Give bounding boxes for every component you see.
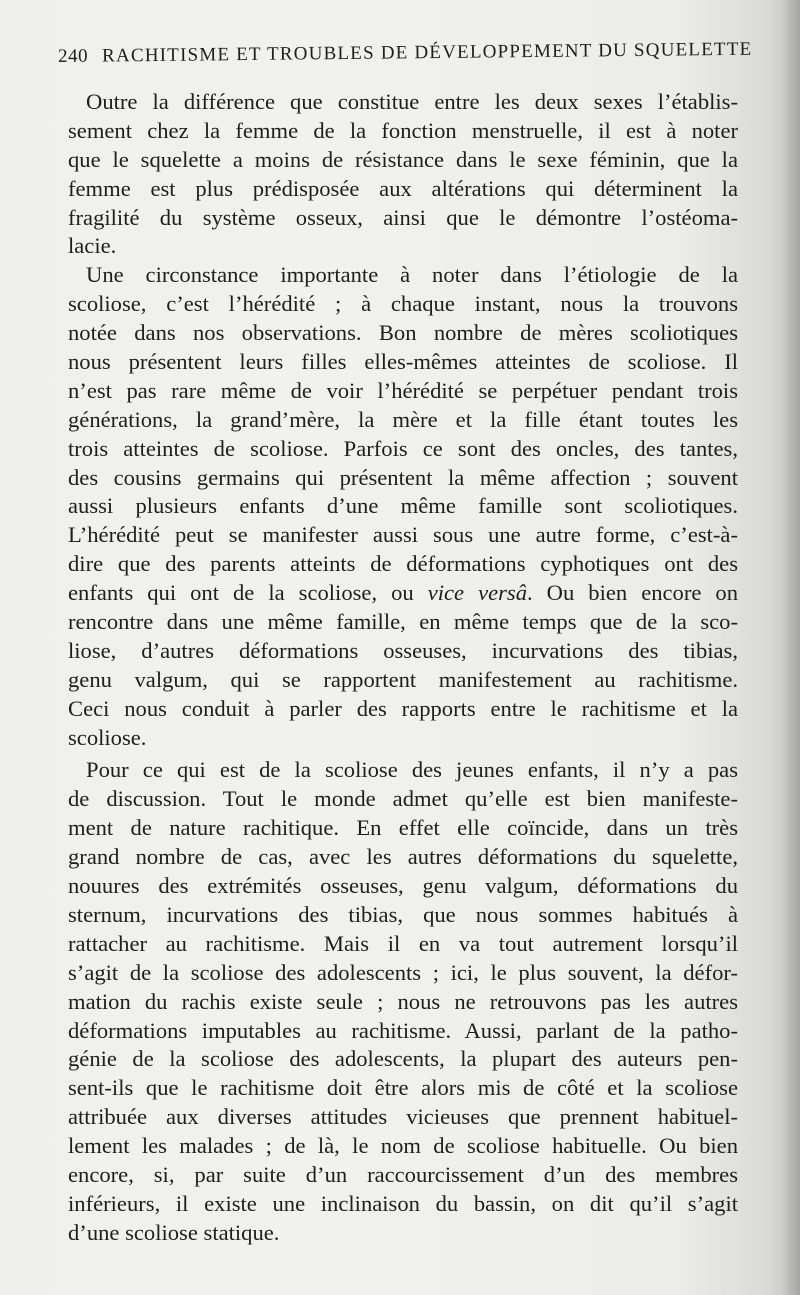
page-number: 240	[58, 45, 89, 67]
text-line: Ceci nous conduit à parler des rapports entre le rachitisme et la	[68, 695, 738, 721]
text-line: nouures des extrémités osseuses, genu valgum, déformations du	[68, 873, 738, 899]
text-line: Pour ce qui est de la scoliose des jeunes enfants, il n’y a pas	[86, 757, 738, 783]
paragraph-2	[68, 261, 738, 752]
paragraph-3	[68, 756, 738, 1247]
text-line: lement les malades ; de là, le nom de scoliose habituelle. Ou bien	[68, 1133, 738, 1159]
body-text	[68, 88, 738, 1248]
text-line: rattacher au rachitisme. Mais il en va tout autrement lorsqu’il	[68, 930, 738, 956]
text-line: des cousins germains qui présentent la même affection ; souvent	[68, 464, 738, 490]
text-line: aussi plusieurs enfants d’une même famille sont scoliotiques.	[68, 493, 738, 519]
text-line: attribuée aux diverses attitudes vicieuses que prennent habituel-	[68, 1104, 738, 1130]
text-line: trois atteintes de scoliose. Parfois ce sont des oncles, des tantes,	[68, 435, 738, 461]
text-line: sternum, incurvations des tibias, que nous sommes habitués à	[68, 901, 738, 927]
text-line: rencontre dans une même famille, en même temps que de la sco-	[68, 609, 738, 635]
text-line: générations, la grand’mère, la mère et la fille étant toutes les	[68, 406, 738, 432]
text-line: inférieurs, il existe une inclinaison du bassin, on dit qu’il s’agit	[68, 1190, 738, 1216]
text-line: génie de la scoliose des adolescents, la plupart des auteurs pen-	[68, 1046, 738, 1072]
running-title: RACHITISME ET TROUBLES DE DÉVELOPPEMENT DU SQUELETTE	[101, 38, 753, 67]
text-line: s’agit de la scoliose des adolescents ; ici, le plus souvent, la défor-	[68, 959, 738, 985]
text-line: de discussion. Tout le monde admet qu’elle est bien manifeste-	[68, 786, 738, 812]
text-line: n’est pas rare même de voir l’hérédité se perpétuer pendant trois	[68, 377, 738, 403]
text-line-with-italic	[68, 579, 738, 608]
text-line: scoliose, c’est l’hérédité ; à chaque instant, nous la trouvons	[68, 291, 738, 317]
text-line: déformations imputables au rachitisme. Aussi, parlant de la patho-	[68, 1017, 738, 1043]
text-line: Outre la différence que constitue entre les deux sexes l’établis-	[86, 89, 738, 114]
text-line: femme est plus prédisposée aux altérations qui déterminent la	[68, 175, 738, 201]
text-line: sent-ils que le rachitisme doit être alors mis de côté et la scoliose	[68, 1075, 738, 1101]
italic-phrase: vice versâ	[427, 580, 528, 606]
text-line: grand nombre de cas, avec les autres déformations du squelette,	[68, 844, 738, 870]
text-run: . Ou bien encore on	[527, 580, 738, 606]
text-line: encore, si, par suite d’un raccourcissement d’un des membres	[68, 1161, 738, 1187]
running-head	[58, 38, 753, 68]
text-line: d’une scoliose statique.	[68, 1219, 280, 1245]
text-line: fragilité du système osseux, ainsi que le démontre l’ostéoma-	[68, 204, 738, 230]
text-line: mation du rachis existe seule ; nous ne retrouvons pas les autres	[68, 988, 738, 1014]
text-line: L’hérédité peut se manifester aussi sous une autre forme, c’est-à-	[68, 522, 738, 548]
text-line: notée dans nos observations. Bon nombre de mères scoliotiques	[68, 320, 738, 346]
text-line: ment de nature rachitique. En effet elle coïncide, dans un très	[68, 815, 738, 841]
text-line: scoliose.	[68, 724, 147, 750]
page-edge-shadow	[782, 0, 800, 1295]
text-line: liose, d’autres déformations osseuses, incurvations des tibias,	[68, 637, 738, 663]
paragraph-1	[68, 88, 738, 261]
text-line: sement chez la femme de la fonction menstruelle, il est à noter	[68, 117, 738, 143]
text-run: enfants qui ont de la scoliose, ou	[68, 580, 428, 606]
text-line: que le squelette a moins de résistance dans le sexe féminin, que la	[68, 146, 738, 172]
text-line: dire que des parents atteints de déformations cyphotiques ont des	[68, 551, 738, 577]
text-line: nous présentent leurs filles elles-mêmes atteintes de scoliose. Il	[68, 349, 738, 375]
text-line: genu valgum, qui se rapportent manifestement au rachitisme.	[68, 666, 738, 692]
text-line: lacie.	[68, 233, 117, 259]
text-line: Une circonstance importante à noter dans l’étiologie de la	[86, 262, 738, 288]
